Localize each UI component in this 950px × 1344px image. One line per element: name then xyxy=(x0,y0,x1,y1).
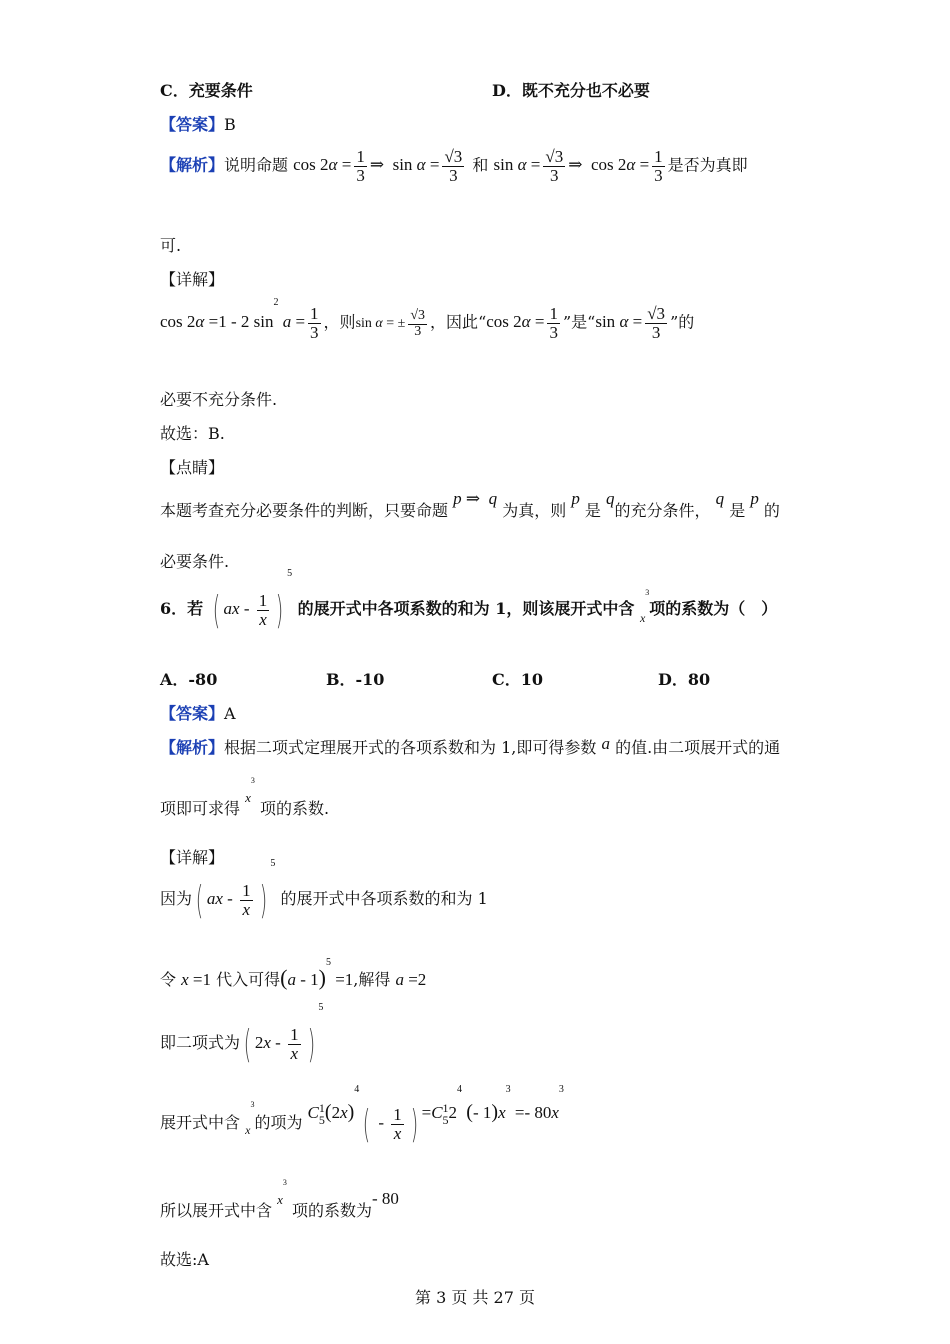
detail-text: 令 xyxy=(160,970,177,989)
formula: (a - 1)$^5$ =1 xyxy=(280,957,354,990)
analysis-text: 说明命题 xyxy=(224,155,289,175)
formula: x3 xyxy=(245,1100,255,1137)
formula: sin α = $\frac{√3}{3}$ ⇒ cos 2α = $\frac{1}{3}$ xyxy=(493,147,663,185)
formula: x3 xyxy=(245,776,255,805)
detail-text: ，则 xyxy=(323,312,356,332)
comment-text: 是 xyxy=(584,501,601,520)
q5-comment xyxy=(160,489,780,521)
answer-tag: 【答案】 xyxy=(160,704,225,723)
detail-text: 的项为 xyxy=(254,1112,303,1132)
formula: =C 1 5 $2^4$ (- $1)x^3 =- 80x^3$ xyxy=(421,1084,564,1127)
formula: q xyxy=(606,489,615,508)
q5-choose: 故选：B. xyxy=(160,424,225,443)
formula: p ⇒ q xyxy=(453,489,498,508)
detail-line2: 必要不充分条件. xyxy=(160,390,278,409)
detail-text: 展开式中含 xyxy=(160,1112,241,1132)
comment-text: 是 xyxy=(729,501,746,520)
question-number: 6．若 xyxy=(160,598,204,618)
q5-answer xyxy=(160,112,236,135)
let-line xyxy=(160,957,427,991)
formula: C 1 5 $(2x)^4$ xyxy=(307,1084,360,1127)
formula: sin α = ± $\frac{√3}{3}$ xyxy=(355,307,426,339)
analysis-tag: 【解析】 xyxy=(160,155,225,175)
formula: ( ax - $\frac{1}{x}$ )$^5$ xyxy=(212,568,293,632)
detail-text: ，因此 xyxy=(430,312,479,332)
term-line xyxy=(160,1084,564,1146)
formula: ( - $\frac{1}{x}$ ) xyxy=(362,1102,418,1146)
option-d: D．80 xyxy=(658,670,711,689)
comment-text: 的充分条件， xyxy=(614,501,711,520)
detail-text: ,解得 xyxy=(353,970,391,989)
detail-tag: 【详解】 xyxy=(160,848,225,867)
analysis-text: 项即可求得 xyxy=(160,799,241,818)
comment-text: 为真，则 xyxy=(502,501,567,520)
answer-value: B xyxy=(224,115,236,134)
comment-line2: 必要条件. xyxy=(160,552,230,571)
analysis-text: 是否为真即 xyxy=(667,155,748,175)
detail-text: 因为 xyxy=(160,888,193,908)
detail-text: 项的系数为 xyxy=(291,1201,372,1220)
comment-text: 本题考查充分必要条件的判断，只要命题 xyxy=(160,501,449,520)
answer-tag: 【答案】 xyxy=(160,115,225,134)
analysis-text: 项的系数. xyxy=(259,799,330,818)
formula: sin α = $\frac{√3}{3}$ xyxy=(595,304,666,342)
formula: q xyxy=(715,489,725,508)
detail-text: 的展开式中各项系数的和为 1 xyxy=(280,888,488,908)
analysis-text: 根据二项式定理展开式的各项系数和为 1,即可得参数 xyxy=(224,738,597,757)
q5-analysis xyxy=(160,148,748,185)
formula: cos 2α =1 - 2 $\sin^2 a$ = $\frac{1}{3}$ xyxy=(160,297,319,342)
q6-analysis-line2 xyxy=(160,776,330,819)
page-footer: 第 3 页 共 27 页 xyxy=(415,1288,535,1307)
detail-text: 所以展开式中含 xyxy=(160,1201,273,1220)
option-b: B．-10 xyxy=(326,670,385,689)
detail-text: 的 xyxy=(678,312,695,332)
coef-value: - 80 xyxy=(372,1189,399,1208)
formula: cos 2α = $\frac{1}{3}$ ⇒ sin α = $\frac{√3}{3}$ xyxy=(293,147,463,185)
stem-text: 的展开式中各项系数的和为 1，则该展开式中含 xyxy=(297,598,635,618)
comment-text: 的 xyxy=(763,501,780,520)
q5-detail: cos 2α =1 - 2 $\sin^2 a$ = $\frac{1}{3}$ ，则sin α = ± $\frac{√3}{3}$ ，因此“cos 2α = $\frac{1}{3}$ ”是“sin α = $\frac{√3}{3}$ ”的 xyxy=(160,297,695,342)
option-d: D．既不充分也不必要 xyxy=(492,81,650,100)
binom-line xyxy=(160,1002,324,1066)
q6-answer xyxy=(160,701,236,724)
q6-choose: 故选:A xyxy=(160,1250,209,1269)
stem-text: 项的系数为（ ） xyxy=(649,598,778,618)
detail-tag: 【详解】 xyxy=(160,270,225,289)
analysis-text: 的值.由二项展开式的通 xyxy=(615,738,781,757)
because-line xyxy=(160,858,488,922)
analysis-end: 可. xyxy=(160,236,182,255)
q6-stem xyxy=(160,568,778,632)
comment-tag: 【点睛】 xyxy=(160,458,225,477)
analysis-and: 和 xyxy=(472,155,489,175)
detail-text: 代入可得 xyxy=(216,970,281,989)
formula: p xyxy=(750,489,759,508)
detail-text: 即二项式为 xyxy=(160,1032,241,1052)
formula: a =2 xyxy=(395,970,427,989)
formula: ( 2x - $\frac{1}{x}$ )$^5$ xyxy=(243,1002,324,1066)
q6-analysis xyxy=(160,735,780,758)
formula: ( ax - $\frac{1}{x}$ )$^5$ xyxy=(195,858,276,922)
option-c: C．10 xyxy=(492,670,544,689)
coef-line xyxy=(160,1178,399,1221)
formula: x =1 xyxy=(181,970,211,989)
analysis-tag: 【解析】 xyxy=(160,738,225,757)
option-c: C．充要条件 xyxy=(160,81,253,100)
formula: a xyxy=(601,734,610,753)
formula: cos 2α = $\frac{1}{3}$ xyxy=(486,304,558,342)
detail-text: 是 xyxy=(571,312,588,332)
formula: p xyxy=(571,489,580,508)
answer-value: A xyxy=(224,704,236,723)
formula: x3 xyxy=(639,588,650,625)
option-a: A．-80 xyxy=(160,670,218,689)
formula: x3 xyxy=(277,1178,287,1207)
